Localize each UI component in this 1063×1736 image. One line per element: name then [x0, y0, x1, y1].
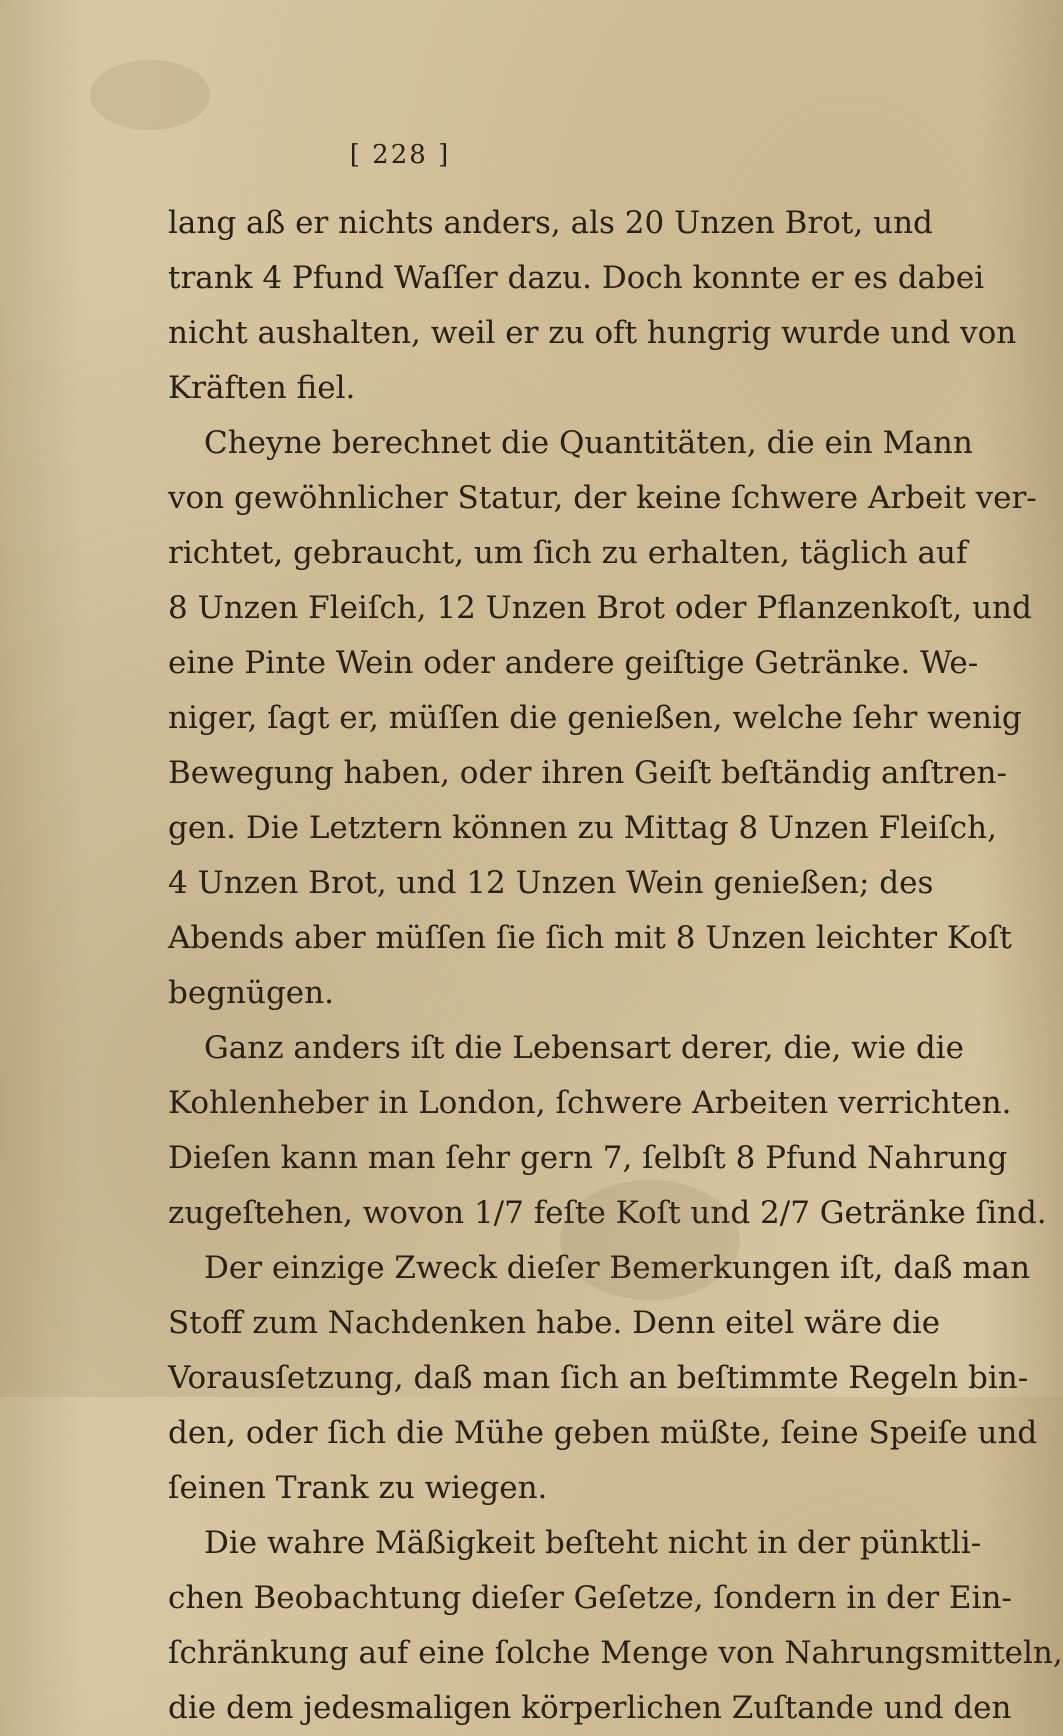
paper-stain: [560, 1180, 740, 1300]
text-line: Bewegung haben, oder ihren Geiſt beſtändig anſtren-: [168, 755, 1007, 791]
text-line: eine Pinte Wein oder andere geiſtige Getränke. We-: [168, 645, 979, 681]
text-line: Kräften fiel.: [168, 370, 356, 406]
text-line: richtet, gebraucht, um ſich zu erhalten, täglich auf: [168, 535, 968, 571]
text-line: Der einzige Zweck dieſer Bemerkungen iſt, daß man: [204, 1250, 1031, 1286]
body-text: [168, 196, 1063, 1736]
page-number: [ 228 ]: [349, 140, 451, 170]
text-line: zugeſtehen, wovon 1/7 feſte Koſt und 2/7 Getränke ſind.: [168, 1195, 1047, 1231]
text-line: Cheyne berechnet die Quantitäten, die ein Mann: [204, 425, 973, 461]
text-line: Ganz anders iſt die Lebensart derer, die, wie die: [204, 1030, 964, 1066]
text-line: Kohlenheber in London, ſchwere Arbeiten verrichten.: [168, 1085, 1012, 1121]
text-line: niger, ſagt er, müſſen die genießen, welche ſehr wenig: [168, 700, 1022, 736]
text-line: nicht aushalten, weil er zu oft hungrig wurde und von: [168, 315, 1017, 351]
text-line: Vorausſetzung, daß man ſich an beſtimmte Regeln bin-: [168, 1360, 1029, 1396]
text-line: gen. Die Letztern können zu Mittag 8 Unzen Fleiſch,: [168, 810, 997, 846]
text-line: chen Beobachtung dieſer Geſetze, ſondern in der Ein-: [168, 1580, 1012, 1616]
text-line: begnügen.: [168, 975, 334, 1011]
text-line: die dem jedesmaligen körperlichen Zuſtande und den: [168, 1690, 1012, 1726]
text-line: 4 Unzen Brot, und 12 Unzen Wein genießen; des: [168, 865, 934, 901]
text-line: von gewöhnlicher Statur, der keine ſchwere Arbeit ver-: [168, 480, 1037, 516]
text-line: ſchränkung auf eine ſolche Menge von Nahrungsmitteln,: [168, 1635, 1063, 1671]
text-line: trank 4 Pfund Waſſer dazu. Doch konnte er es dabei: [168, 260, 985, 296]
text-line: Stoff zum Nachdenken habe. Denn eitel wäre die: [168, 1305, 941, 1341]
text-line: lang aß er nichts anders, als 20 Unzen Brot, und: [168, 205, 933, 241]
text-line: den, oder ſich die Mühe geben müßte, ſeine Speiſe und: [168, 1415, 1038, 1451]
text-line: Die wahre Mäßigkeit beſteht nicht in der pünktli-: [204, 1525, 982, 1561]
text-line: ſeinen Trank zu wiegen.: [168, 1470, 548, 1506]
text-line: Abends aber müſſen ſie ſich mit 8 Unzen leichter Koſt: [168, 920, 1012, 956]
paper-stain: [90, 60, 210, 130]
text-line: 8 Unzen Fleiſch, 12 Unzen Brot oder Pflanzenkoſt, und: [168, 590, 1032, 626]
text-line: Dieſen kann man ſehr gern 7, ſelbſt 8 Pfund Nahrung: [168, 1140, 1008, 1176]
